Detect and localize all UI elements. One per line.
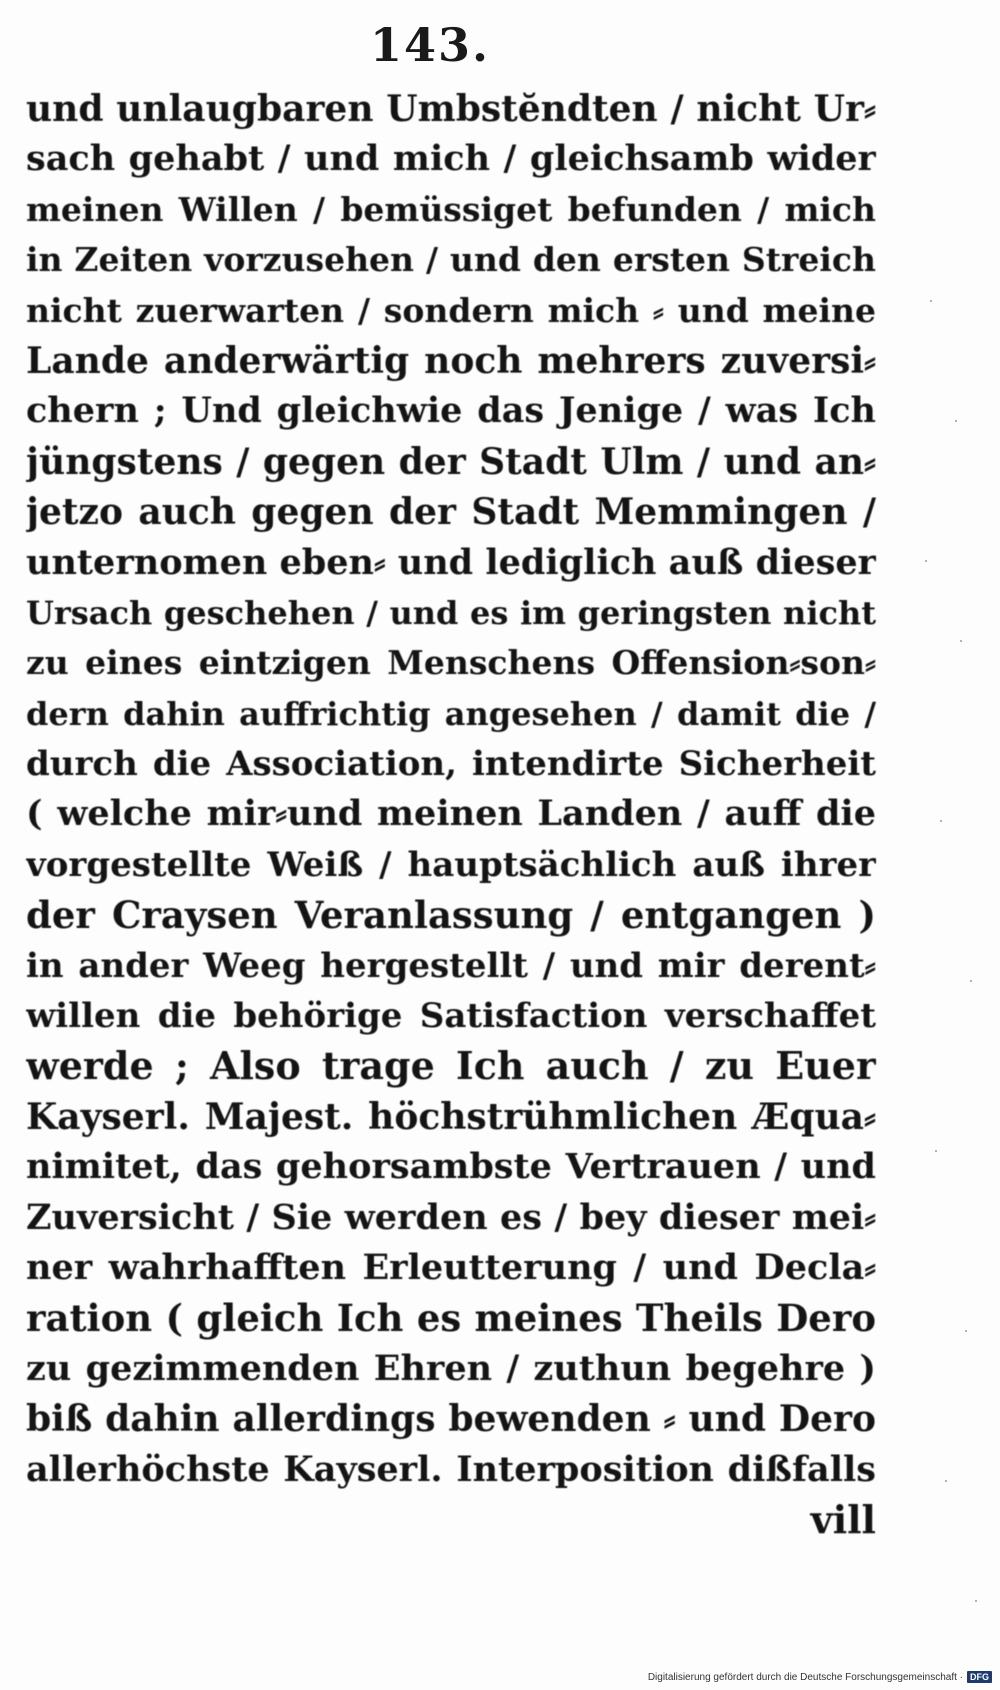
text-line: willen die behörige Satisfaction verschaffet [26, 996, 876, 1037]
text-line: unternomen eben⸗ und lediglich auß dieser [26, 541, 876, 583]
scan-speck [965, 1330, 967, 1332]
text-line: jüngstens / gegen der Stadt Ulm / und an⸗ [26, 440, 876, 483]
text-line: ( welche mir⸗und meinen Landen / auff die [26, 793, 876, 835]
text-line: zu gezimmenden Ehren / zuthun begehre ) [26, 1347, 876, 1389]
text-line: Lande anderwärtig noch mehrers zuversi⸗ [26, 339, 876, 382]
digitization-footer [648, 1668, 992, 1686]
text-line: zu eines eintzigen Menschens Offension⸗son⸗ [26, 643, 876, 683]
scan-speck [975, 1600, 977, 1602]
scan-speck [930, 300, 932, 302]
scan-speck [945, 1480, 947, 1482]
text-line: ration ( gleich Ich es meines Theils Dero [26, 1296, 876, 1341]
scan-speck [970, 980, 972, 982]
scan-speck [960, 640, 962, 642]
text-line: durch die Association, intendirte Sicherheit [26, 744, 876, 785]
text-line: der Craysen Veranlassung / entgangen ) [26, 893, 876, 938]
dfg-logo: DFG [967, 1671, 992, 1683]
text-line: sach gehabt / und mich / gleichsamb wider [26, 138, 876, 180]
scan-speck [940, 820, 942, 822]
text-line: allerhöchste Kayserl. Interposition dißfalls [26, 1448, 876, 1490]
text-line: Kayserl. Majest. höchstrühmlichen Æqua⸗ [26, 1095, 876, 1138]
page-number: 143. [370, 18, 491, 72]
text-line: meinen Willen / bemüssiget befunden / mich [26, 189, 876, 229]
text-line: Zuversicht / Sie werden es / bey dieser mei⸗ [26, 1196, 876, 1238]
text-line: und unlaugbaren Umbstĕndten / nicht Ur⸗ [26, 88, 876, 130]
catchword: vill [810, 1496, 876, 1542]
text-line: jetzo auch gegen der Stadt Memmingen / [26, 491, 876, 534]
text-line: in Zeiten vorzusehen / und den ersten Streich [26, 240, 876, 280]
scan-speck [935, 1150, 937, 1152]
text-line: nicht zuerwarten / sondern mich ⸗ und meine [26, 290, 876, 330]
text-line: vorgestellte Weiß / hauptsächlich auß ihrer [26, 844, 876, 885]
text-line: biß dahin allerdings bewenden ⸗ und Dero [26, 1398, 876, 1441]
text-line: Ursach geschehen / und es im geringsten nicht [26, 593, 876, 632]
text-line: nimitet, das gehorsambste Vertrauen / und [26, 1146, 876, 1188]
text-line: dern dahin auffrichtig angesehen / damit die / [26, 694, 876, 733]
footer-credit-text: Digitalisierung gefördert durch die Deutsche Forschungsgemeinschaft · [647, 1671, 963, 1683]
scan-speck [955, 420, 957, 422]
text-line: ner wahrhafften Erleutterung / und Decla⸗ [26, 1246, 876, 1288]
text-line: chern ; Und gleichwie das Jenige / was Ich [26, 390, 876, 432]
scan-speck [925, 560, 927, 562]
text-line: werde ; Also trage Ich auch / zu Euer [26, 1043, 876, 1089]
text-line: in ander Weeg hergestellt / und mir derent⸗ [26, 945, 876, 986]
text-block [26, 84, 876, 1545]
